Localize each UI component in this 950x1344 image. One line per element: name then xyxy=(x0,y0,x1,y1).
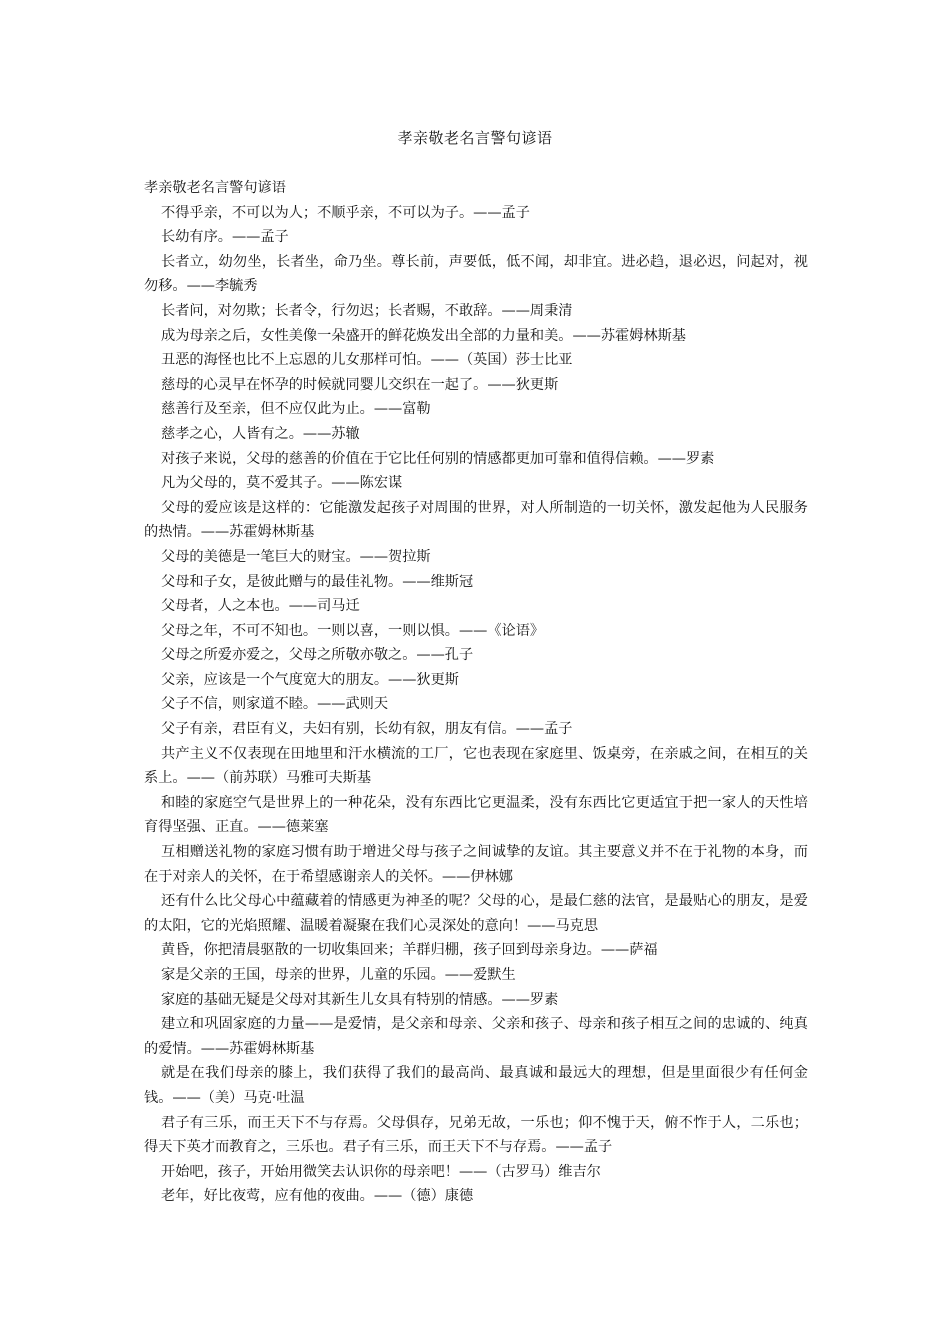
quote-paragraph: 慈孝之心，人皆有之。——苏辙 xyxy=(161,425,360,442)
quote-paragraph: 父子有亲，君臣有义，夫妇有别，长幼有叙，朋友有信。——孟子 xyxy=(161,721,573,738)
quote-paragraph: 不得乎亲，不可以为人；不顺乎亲，不可以为子。——孟子 xyxy=(161,204,530,221)
quote-paragraph: 慈善行及至亲，但不应仅此为止。——富勒 xyxy=(161,401,431,418)
quote-paragraph: 长者问，对勿欺；长者令，行勿迟；长者赐，不敢辞。——周秉清 xyxy=(161,302,573,319)
quote-paragraph: 长幼有序。——孟子 xyxy=(161,229,289,246)
quote-paragraph: 丑恶的海怪也比不上忘恩的儿女那样可怕。——（英国）莎士比亚 xyxy=(161,352,573,369)
quote-paragraph: 和睦的家庭空气是世界上的一种花朵，没有东西比它更温柔，没有东西比它更适宜于把一家人的天性培育得坚强、正直。——德莱塞 xyxy=(144,794,808,836)
quote-paragraph: 父母者，人之本也。——司马迁 xyxy=(161,598,360,615)
quote-paragraph: 父母的爱应该是这样的：它能激发起孩子对周围的世界，对人所制造的一切关怀，激发起他为人民服务的热情。——苏霍姆林斯基 xyxy=(144,499,808,541)
quote-paragraph: 成为母亲之后，女性美像一朵盛开的鲜花焕发出全部的力量和美。——苏霍姆林斯基 xyxy=(161,327,686,344)
quote-paragraph: 凡为父母的，莫不爱其子。——陈宏谋 xyxy=(161,475,403,492)
quote-paragraph: 慈母的心灵早在怀孕的时候就同婴儿交织在一起了。——狄更斯 xyxy=(161,376,559,393)
quote-paragraph: 建立和巩固家庭的力量——是爱情，是父亲和母亲、父亲和孩子、母亲和孩子相互之间的忠诚的、纯真的爱情。——苏霍姆林斯基 xyxy=(144,1016,808,1057)
quote-paragraph: 对孩子来说，父母的慈善的价值在于它比任何别的情感都更加可靠和值得信赖。——罗素 xyxy=(161,450,715,467)
document-title: 孝亲敬老名言警句谚语 xyxy=(397,129,553,147)
quote-paragraph: 父母之年，不可不知也。一则以喜，一则以惧。——《论语》 xyxy=(161,622,545,639)
quote-paragraph: 君子有三乐，而王天下不与存焉。父母俱存，兄弟无故，一乐也；仰不愧于天，俯不怍于人，二乐也；得天下英才而教育之，三乐也。君子有三乐，而王天下不与存焉。——孟子 xyxy=(144,1114,808,1156)
quote-paragraph: 父母的美德是一笔巨大的财宝。——贺拉斯 xyxy=(161,548,431,565)
quote-paragraph: 开始吧，孩子，开始用微笑去认识你的母亲吧！——（古罗马）维吉尔 xyxy=(161,1163,601,1180)
quote-paragraph: 长者立，幼勿坐，长者坐，命乃坐。尊长前，声要低，低不闻，却非宜。进必趋，退必迟，问起对，视勿移。——李毓秀 xyxy=(144,253,808,295)
quote-paragraph: 就是在我们母亲的膝上，我们获得了我们的最高尚、最真诚和最远大的理想，但是里面很少有任何金钱。——（美）马克·吐温 xyxy=(144,1065,808,1106)
quote-paragraph: 父亲，应该是一个气度宽大的朋友。——狄更斯 xyxy=(161,671,459,688)
quote-paragraph: 老年，好比夜莺，应有他的夜曲。——（德）康德 xyxy=(161,1188,474,1205)
quote-paragraph: 还有什么比父母心中蕴藏着的情感更为神圣的呢？父母的心，是最仁慈的法官，是最贴心的朋友，是爱的太阳，它的光焰照耀、温暖着凝聚在我们心灵深处的意向！——马克思 xyxy=(144,893,808,934)
quote-paragraph: 黄昏，你把清晨驱散的一切收集回来；羊群归棚，孩子回到母亲身边。——萨福 xyxy=(161,942,658,959)
quote-paragraph: 父母和子女，是彼此赠与的最佳礼物。——维斯冠 xyxy=(161,573,474,590)
quote-paragraph: 共产主义不仅表现在田地里和汗水横流的工厂，它也表现在家庭里、饭桌旁，在亲戚之间，在相互的关系上。——（前苏联）马雅可夫斯基 xyxy=(144,745,808,787)
quote-paragraph: 互相赠送礼物的家庭习惯有助于增进父母与孩子之间诚挚的友谊。其主要意义并不在于礼物的本身，而在于对亲人的关怀，在于希望感谢亲人的关怀。——伊林娜 xyxy=(144,844,808,885)
quote-paragraph: 家是父亲的王国，母亲的世界，儿童的乐园。——爱默生 xyxy=(161,967,516,983)
document-body xyxy=(144,176,808,1209)
quote-paragraph: 父子不信，则家道不睦。——武则天 xyxy=(161,696,389,713)
quote-paragraph: 家庭的基础无疑是父母对其新生儿女具有特别的情感。——罗素 xyxy=(161,991,559,1008)
document-heading: 孝亲敬老名言警句谚语 xyxy=(144,180,286,196)
quote-paragraph: 父母之所爱亦爱之，父母之所敬亦敬之。——孔子 xyxy=(161,647,474,664)
